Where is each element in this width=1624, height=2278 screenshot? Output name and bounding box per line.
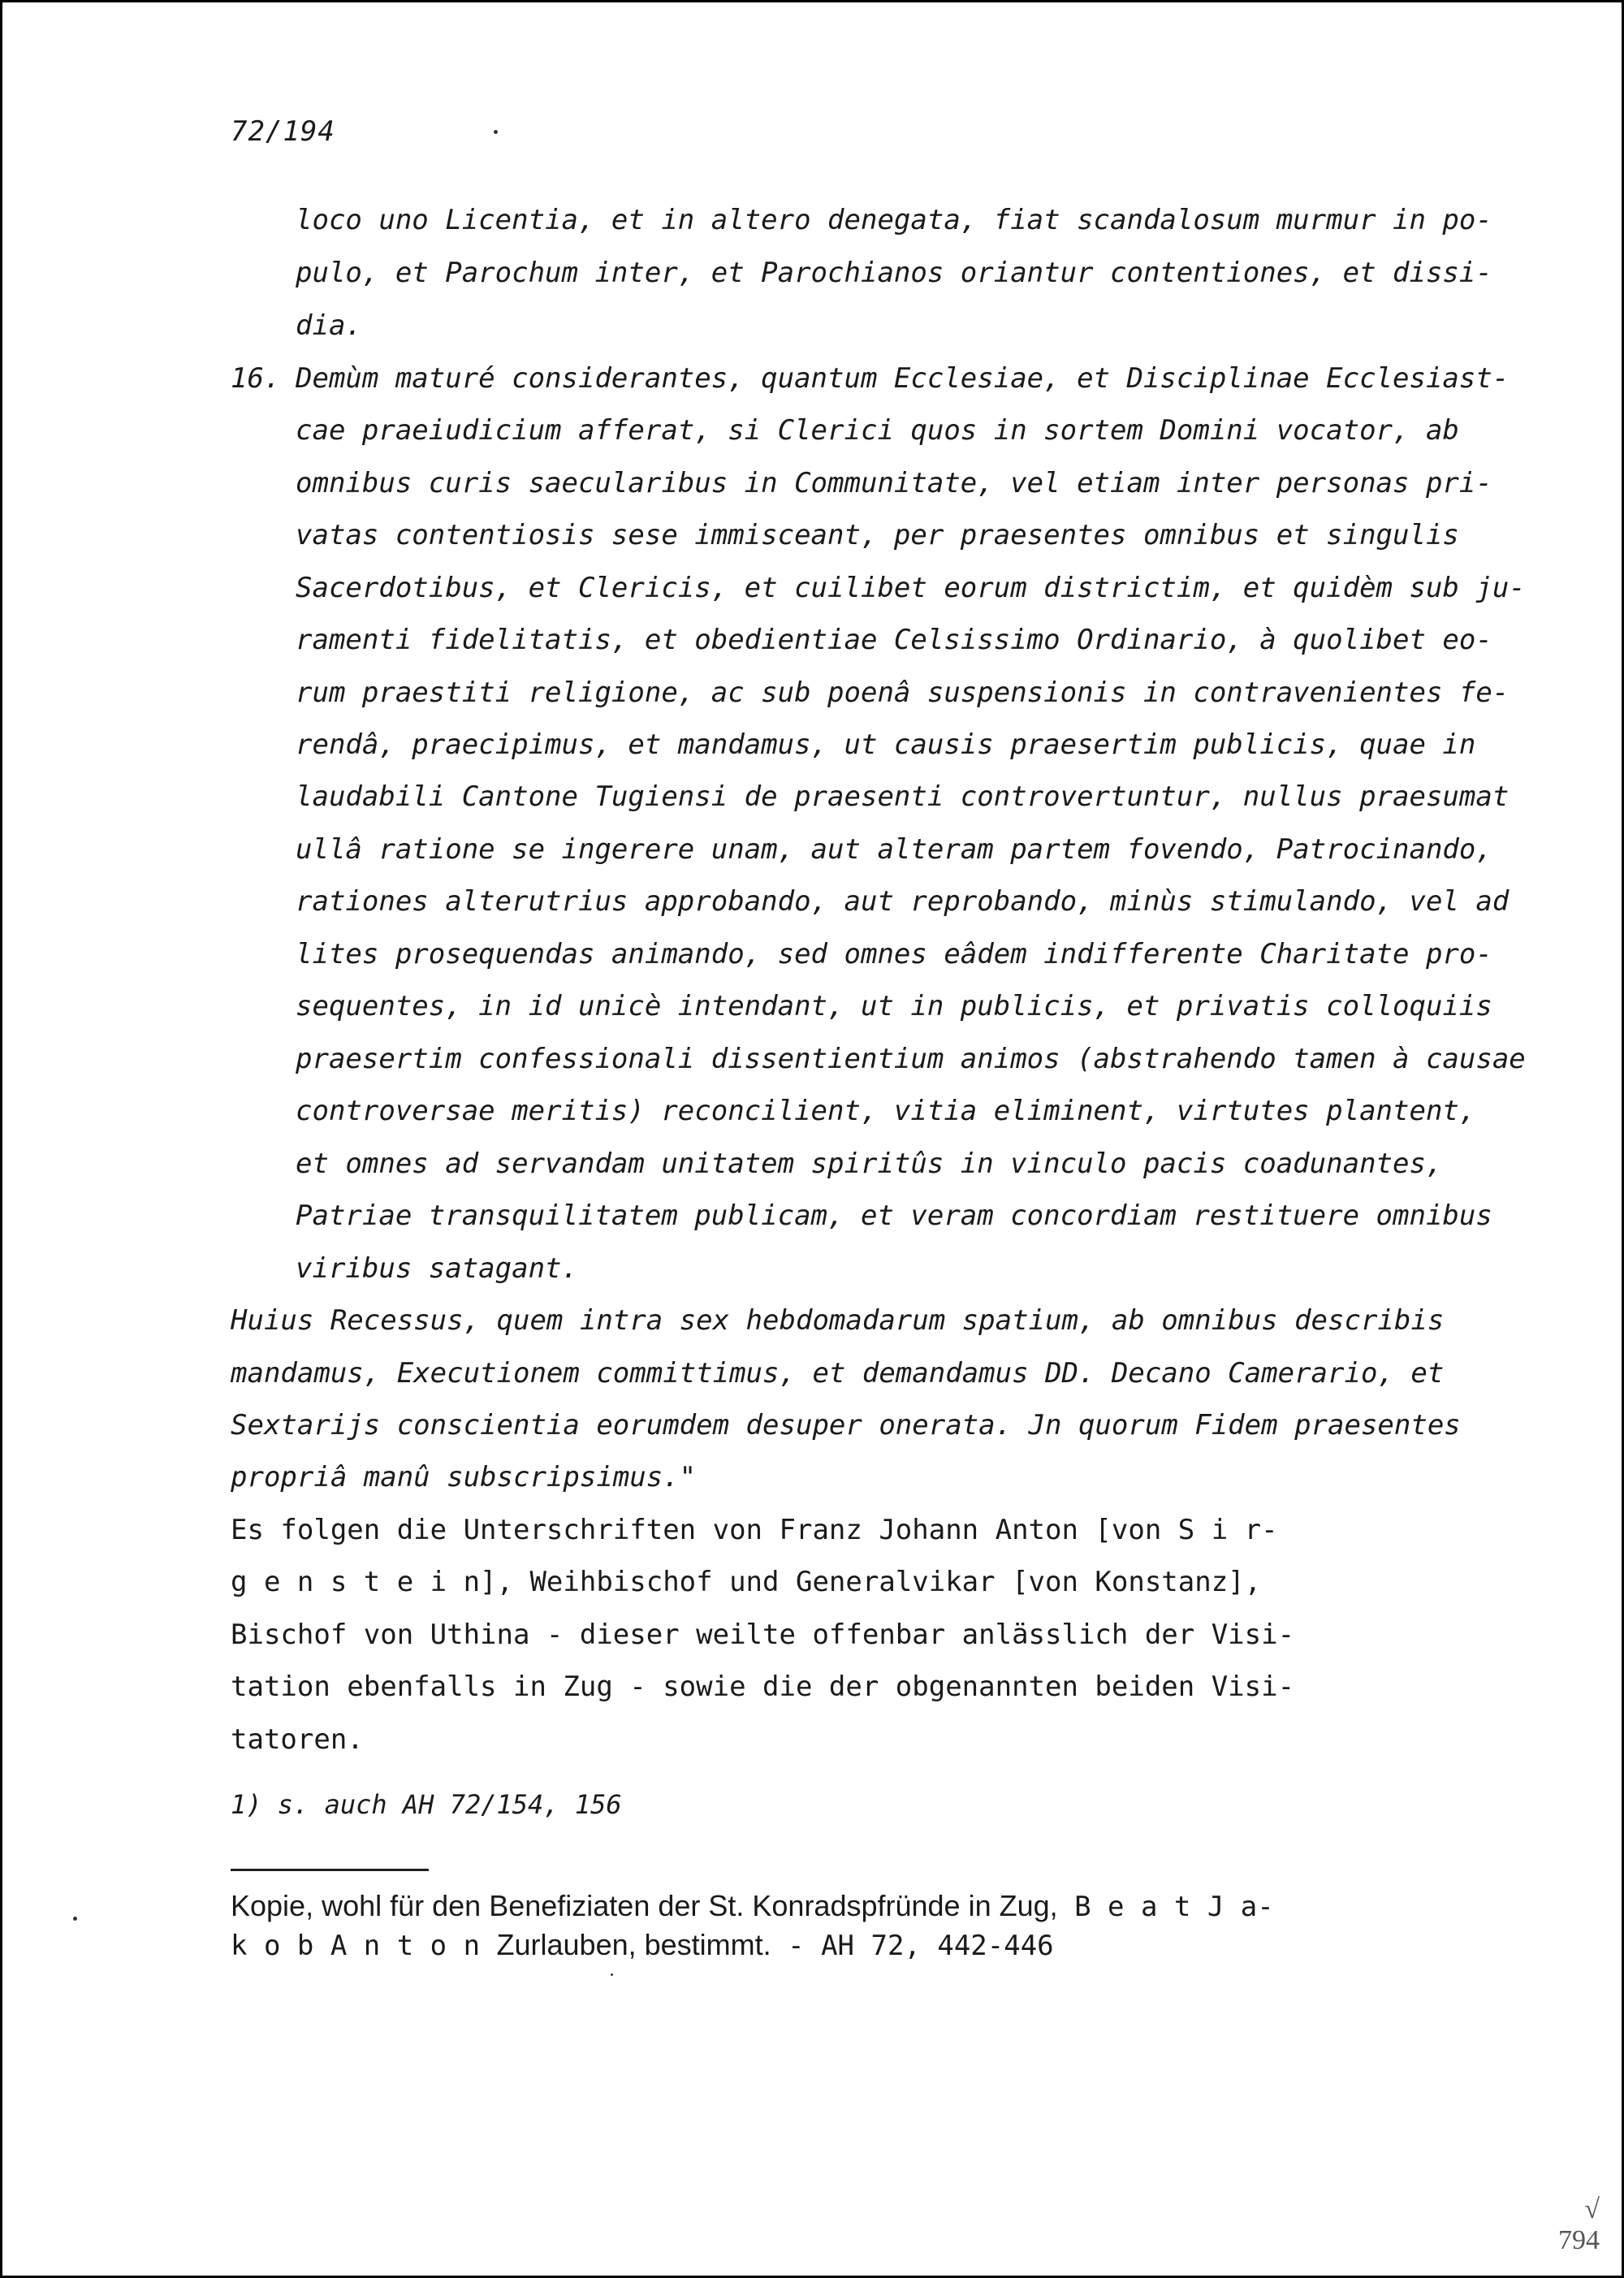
para16-number: 16. — [231, 362, 281, 395]
para15-line-3: dia. — [296, 309, 362, 342]
archive-handwritten-mark — [1527, 2194, 1600, 2255]
archive-check-mark: √ — [1584, 2194, 1600, 2225]
closing-line-4: propriâ manû subscripsimus." — [231, 1461, 697, 1493]
stray-mark — [494, 130, 498, 134]
page-reference: 72/194 — [231, 115, 335, 148]
para16-line-5: Sacerdotibus, et Clericis, et cuilibet eorum districtim, et quidèm sub ju- — [296, 572, 1526, 604]
german-line-2: g e n s t e i n], Weihbischof und Generalvikar [von Konstanz], — [231, 1566, 1262, 1598]
para16-line-12: lites prosequendas animando, sed omnes eâdem indifferente Charitate pro- — [296, 938, 1492, 970]
scan-edge-top — [0, 0, 1624, 2]
para16-line-14: praesertim confessionali dissentientium animos (abstrahendo tamen à causae — [296, 1043, 1526, 1075]
para16-line-13: sequentes, in id unicè intendant, ut in publicis, et privatis colloquiis — [296, 990, 1492, 1022]
footnote-line-1 — [231, 1891, 1274, 1921]
footnote-line-2-ref: - AH 72, 442-446 — [771, 1930, 1054, 1962]
archive-page-number: 794 — [1558, 2224, 1600, 2255]
footnote-rule — [231, 1869, 429, 1871]
stray-mark — [611, 1973, 613, 1976]
para15-line-2: pulo, et Parochum inter, et Parochianos oriantur contentiones, et dissi- — [296, 257, 1492, 289]
para16-line-8: rendâ, praecipimus, et mandamus, ut causis praesertim publicis, quae in — [296, 728, 1476, 761]
german-line-3: Bischof von Uthina - dieser weilte offenbar anlässlich der Visi- — [231, 1619, 1295, 1651]
stray-mark — [73, 1917, 77, 1921]
para16-line-16: et omnes ad servandam unitatem spiritûs in vinculo pacis coadunantes, — [296, 1148, 1443, 1180]
scan-edge-left — [0, 0, 2, 2278]
para16-line-11: rationes alterutrius approbando, aut reprobando, minùs stimulando, vel ad — [296, 885, 1510, 918]
reference-note: 1) s. auch AH 72/154, 156 — [231, 1789, 622, 1820]
para16-line-17: Patriae transquilitatem publicam, et veram concordiam restituere omnibus — [296, 1200, 1492, 1232]
para16-line-4: vatas contentiosis sese immisceant, per praesentes omnibus et singulis — [296, 519, 1459, 551]
german-line-4: tation ebenfalls in Zug - sowie die der obgenannten beiden Visi- — [231, 1671, 1295, 1703]
closing-line-1: Huius Recessus, quem intra sex hebdomadarum spatium, ab omnibus describis — [231, 1304, 1445, 1337]
para16-line-18: viribus satagant. — [296, 1252, 578, 1285]
para16-line-2: cae praeiudicium afferat, si Clerici quos in sortem Domini vocator, ab — [296, 414, 1459, 447]
para16-line-15: controversae meritis) reconcilient, vitia eliminent, virtutes plantent, — [296, 1095, 1476, 1127]
german-line-5: tatoren. — [231, 1723, 364, 1756]
para16-line-9: laudabili Cantone Tugiensi de praesenti controvertuntur, nullus praesumat — [296, 780, 1510, 813]
para16-line-10: ullâ ratione se ingerere unam, aut alteram partem fovendo, Patrocinando, — [296, 833, 1492, 866]
footnote-line-2-text: Zurlauben, bestimmt. — [496, 1928, 771, 1961]
para16-line-1: Demùm maturé considerantes, quantum Ecclesiae, et Disciplinae Ecclesiast- — [296, 362, 1510, 395]
para16-line-6: ramenti fidelitatis, et obedientiae Celsissimo Ordinario, à quolibet eo- — [296, 624, 1492, 656]
footnote-line-2-name: k o b A n t o n — [231, 1930, 497, 1962]
footnote-line-1-text: Kopie, wohl für den Benefiziaten der St. Konradspfründe in Zug, — [231, 1889, 1058, 1922]
german-line-1: Es folgen die Unterschriften von Franz Johann Anton [von S i r- — [231, 1514, 1278, 1546]
footnote-line-2 — [231, 1930, 1054, 1960]
closing-line-2: mandamus, Executionem committimus, et demandamus DD. Decano Camerario, et — [231, 1357, 1445, 1390]
footnote-line-1-name: B e a t J a- — [1057, 1891, 1274, 1923]
para16-line-7: rum praestiti religione, ac sub poenâ suspensionis in contravenientes fe- — [296, 676, 1510, 709]
closing-line-3: Sextarijs conscientia eorumdem desuper onerata. Jn quorum Fidem praesentes — [231, 1409, 1461, 1442]
para15-line-1: loco uno Licentia, et in altero denegata, fiat scandalosum murmur in po- — [296, 204, 1492, 236]
para16-line-3: omnibus curis saecularibus in Communitate, vel etiam inter personas pri- — [296, 467, 1492, 499]
